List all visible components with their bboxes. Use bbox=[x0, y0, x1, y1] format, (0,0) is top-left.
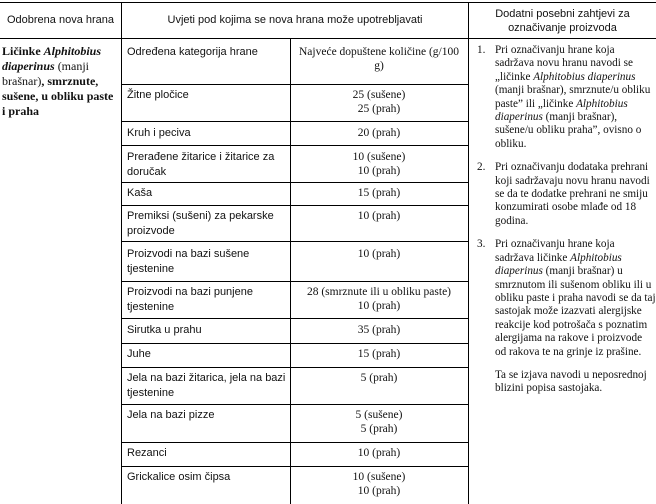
food-category: Kaša bbox=[127, 187, 153, 199]
max-quantity: 10 (prah) bbox=[357, 210, 401, 222]
max-quantity: 35 (prah) bbox=[357, 324, 401, 336]
food-name bbox=[2, 44, 114, 119]
food-category: Proizvodi na bazi sušene tjestenine bbox=[127, 248, 250, 275]
note-text: Pri označivanju dodataka prehrani koji sadržavaju novu hranu navodi se da te dodatke prehrani ne smiju konzumirati osobe mlađe od 18 godina. bbox=[495, 161, 650, 227]
max-quantity: 5 (prah) bbox=[360, 372, 398, 384]
header-conditions: Uvjeti pod kojima se nova hrana može upotrebljavati bbox=[167, 14, 423, 26]
food-category: Prerađene žitarice i žitarice za doručak bbox=[127, 151, 275, 178]
max-quantity: 28 (smrznute ili u obliku paste) 10 (prah) bbox=[306, 286, 452, 312]
food-category: Sirutka u prahu bbox=[127, 324, 202, 336]
max-quantity: 15 (prah) bbox=[357, 348, 401, 360]
food-forms: , smrznute, sušene, u obliku paste i praha bbox=[2, 74, 114, 118]
food-category: Određena kategorija hrane bbox=[127, 46, 258, 58]
food-category: Juhe bbox=[127, 348, 151, 360]
header-labelling: Dodatni posebni zahtjevi za označivanje proizvoda bbox=[495, 8, 630, 34]
food-category: Premiksi (sušeni) za pekarske proizvode bbox=[127, 210, 274, 237]
note-number: 1. bbox=[477, 44, 486, 56]
note-text: Pri označivanju hrane koja sadržava novu hranu navodi se „ličinke Alphitobius diaperinus (manji brašnar), smrznute/u obliku paste” ili „ličinke Alphitobius diaperinus (manji brašnar), sušene/u obliku praha”, ovisno o obliku. bbox=[495, 44, 651, 150]
note-number: 3. bbox=[477, 238, 486, 251]
food-category: Proizvodi na bazi punjene tjestenine bbox=[127, 286, 253, 313]
note-2 bbox=[475, 161, 656, 228]
header-food: Odobrena nova hrana bbox=[6, 14, 115, 26]
food-common-name: (manji brašnar) bbox=[2, 59, 90, 88]
max-quantity: 15 (prah) bbox=[357, 187, 401, 199]
max-quantity: 5 (sušene) 5 (prah) bbox=[355, 409, 403, 435]
note-3 bbox=[475, 238, 656, 359]
food-category: Žitne pločice bbox=[127, 89, 189, 101]
labelling-notes bbox=[475, 44, 656, 396]
food-prefix: Ličinke bbox=[2, 44, 44, 58]
food-category: Jela na bazi žitarica, jela na bazi tjestenine bbox=[127, 372, 286, 399]
max-quantity: 25 (sušene) 25 (prah) bbox=[352, 89, 406, 115]
food-category: Kruh i peciva bbox=[127, 127, 191, 139]
note-text: Pri označivanju hrane koja sadržava ličinke Alphitobius diaperinus (manji brašnar) u smrznutom ili sušenom obliku ili u obliku paste i praha navodi se da taj sastojak može izazvati alergijske reakcije kod potrošača s poznatim alergijama na rakove i proizvode od rakova te na grinje iz prašine. bbox=[495, 238, 656, 358]
max-quantity: 10 (sušene) 10 (prah) bbox=[352, 471, 406, 497]
max-quantity: 10 (sušene) 10 (prah) bbox=[352, 151, 406, 177]
food-category: Grickalice osim čipsa bbox=[127, 471, 231, 483]
note-1 bbox=[475, 44, 656, 151]
max-quantity: 10 (prah) bbox=[357, 248, 401, 260]
note-tail: Ta se izjava navodi u neposrednoj blizini popisa sastojaka. bbox=[495, 368, 647, 395]
food-species: Alphitobius diaperinus bbox=[2, 44, 102, 73]
max-quantity: 10 (prah) bbox=[357, 447, 401, 459]
food-category: Rezanci bbox=[127, 447, 167, 459]
max-quantity: 20 (prah) bbox=[357, 127, 401, 139]
food-category: Jela na bazi pizze bbox=[127, 409, 215, 421]
note-number: 2. bbox=[477, 161, 486, 174]
max-quantity: Najveće dopuštene količine (g/100 g) bbox=[299, 46, 459, 72]
